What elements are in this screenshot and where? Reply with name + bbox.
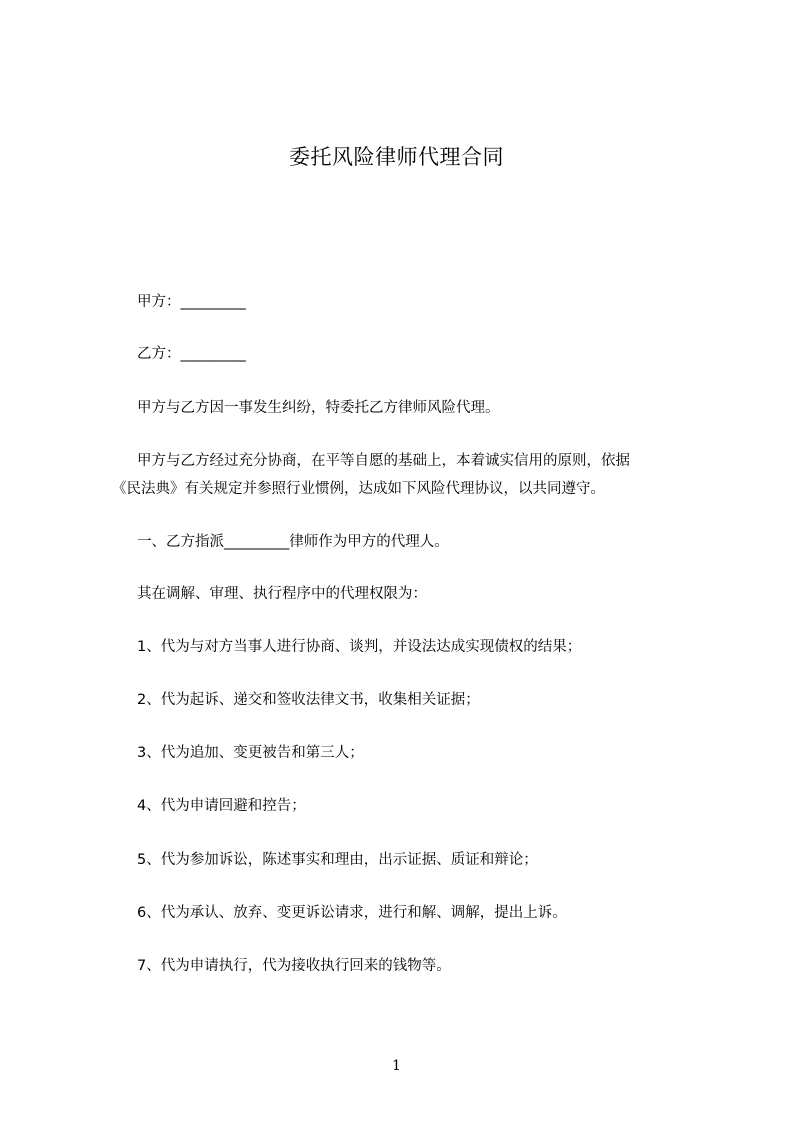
agreement-paragraph-line-2: 《民法典》有关规定并参照行业惯例，达成如下风险代理协议，以共同遵守。 — [112, 481, 605, 497]
list-item-6: 6、代为承认、放弃、变更诉讼请求，进行和解、调解，提出上诉。 — [137, 905, 567, 921]
intro-paragraph: 甲方与乙方因一事发生纠纷，特委托乙方律师风险代理。 — [137, 400, 500, 416]
list-item-5: 5、代为参加诉讼，陈述事实和理由，出示证据、质证和辩论； — [137, 852, 538, 868]
agreement-paragraph-line-1: 甲方与乙方经过充分协商，在平等自愿的基础上，本着诚实信用的原则，依据 — [137, 453, 630, 469]
party-b-line: 乙方：_________ — [137, 346, 246, 362]
list-item-2: 2、代为起诉、递交和签收法律文书，收集相关证据； — [137, 692, 480, 708]
list-item-1: 1、代为与对方当事人进行协商、谈判，并设法达成实现债权的结果； — [137, 639, 582, 655]
clause-one: 一、乙方指派_________律师作为甲方的代理人。 — [137, 534, 449, 550]
list-item-3: 3、代为追加、变更被告和第三人； — [137, 745, 364, 761]
list-item-4: 4、代为申请回避和控告； — [137, 798, 306, 814]
list-item-7: 7、代为申请执行，代为接收执行回来的钱物等。 — [137, 958, 451, 974]
page-number: 1 — [392, 1058, 401, 1074]
document-title: 委托风险律师代理合同 — [289, 145, 504, 169]
scope-heading: 其在调解、审理、执行程序中的代理权限为： — [137, 586, 427, 602]
party-a-line: 甲方：_________ — [137, 294, 246, 310]
